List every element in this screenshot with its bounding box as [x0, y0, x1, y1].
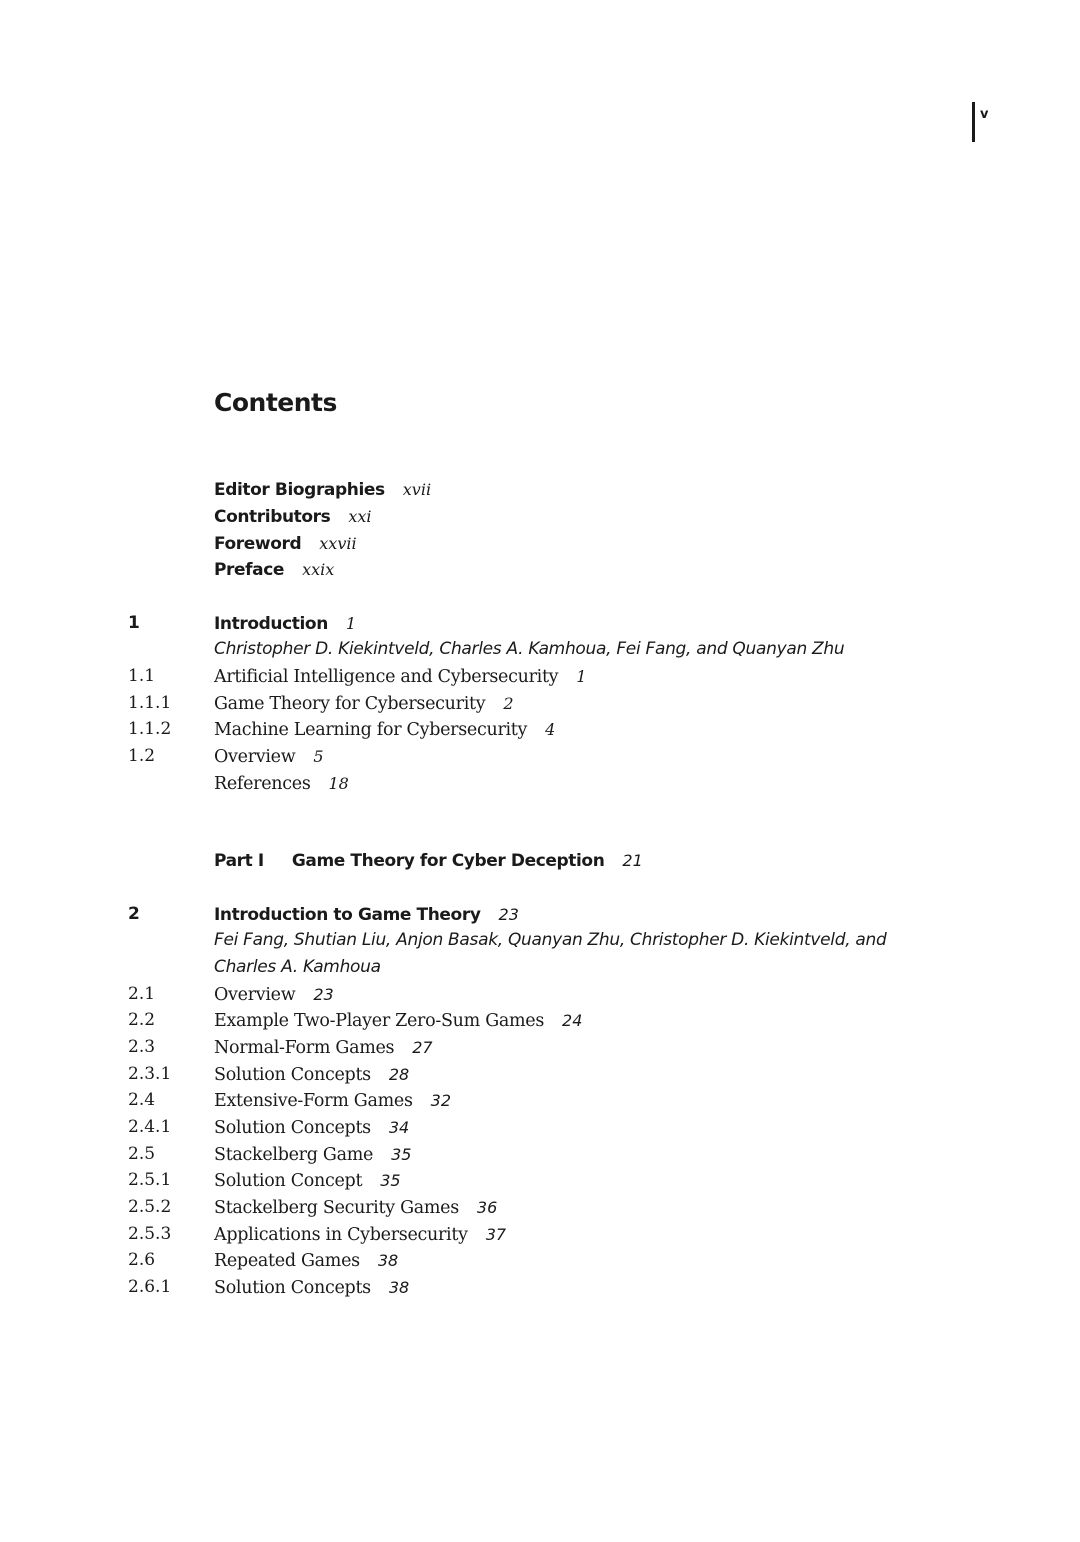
section-title: Machine Learning for Cybersecurity [214, 720, 528, 740]
toc-section[interactable] [0, 1007, 1080, 1034]
toc-entry-label: Contributors [214, 507, 331, 527]
chapter-2-authors-line-1 [0, 927, 1080, 954]
toc-entry-page: 23 [498, 905, 519, 924]
toc-chapter-2[interactable] [0, 901, 1080, 928]
toc-section[interactable] [0, 1247, 1080, 1274]
section-title: Stackelberg Game [214, 1145, 374, 1165]
page-marker-bar [972, 102, 975, 142]
toc-entry-editor-biographies[interactable] [0, 476, 1080, 503]
toc-section[interactable] [0, 1087, 1080, 1114]
toc-entry-page: 38 [377, 1251, 399, 1270]
section-number: 2.1 [128, 984, 156, 1004]
section-number: 2.4.1 [128, 1117, 172, 1137]
section-number: 2.2 [128, 1010, 156, 1030]
page-title: Contents [214, 388, 337, 417]
toc-entry-page: 36 [476, 1198, 498, 1217]
toc-entry-page: 27 [412, 1038, 433, 1057]
section-title: Solution Concepts [214, 1278, 371, 1298]
toc-section[interactable] [0, 1141, 1080, 1168]
toc-entry-contributors[interactable] [0, 503, 1080, 530]
toc-entry-page: xvii [402, 480, 432, 499]
section-title: Applications in Cybersecurity [214, 1225, 468, 1245]
toc-entry-page: 2 [503, 694, 514, 713]
toc-section[interactable] [0, 663, 1080, 690]
toc-entry-page: xxvii [319, 534, 357, 553]
toc-part-1[interactable] [0, 847, 1080, 874]
toc-section[interactable] [0, 1194, 1080, 1221]
section-title: References [214, 774, 311, 794]
toc-section[interactable] [0, 1034, 1080, 1061]
chapter-authors: Charles A. Kamhoua [214, 957, 381, 977]
section-title: Artificial Intelligence and Cybersecurity [214, 667, 559, 687]
toc-entry-page: 32 [430, 1091, 451, 1110]
section-number: 1.1 [128, 666, 156, 686]
section-number: 2.4 [128, 1090, 156, 1110]
section-title: Game Theory for Cybersecurity [214, 694, 486, 714]
chapter-number: 2 [128, 904, 140, 924]
chapter-title: Introduction to Game Theory [214, 905, 481, 925]
chapter-number: 1 [128, 613, 140, 633]
chapter-title: Introduction [214, 614, 328, 634]
section-number: 1.2 [128, 746, 156, 766]
section-number: 2.3.1 [128, 1064, 172, 1084]
section-number: 2.5.2 [128, 1197, 172, 1217]
chapter-2-authors-line-2 [0, 954, 1080, 981]
chapter-1-authors [0, 636, 1080, 663]
toc-entry-page: 1 [576, 667, 587, 686]
toc-entry-page: 37 [485, 1225, 507, 1244]
toc-chapter-1[interactable] [0, 610, 1080, 637]
section-title: Example Two-Player Zero-Sum Games [214, 1011, 545, 1031]
section-number: 2.3 [128, 1037, 156, 1057]
toc-entry-page: 38 [388, 1278, 410, 1297]
section-number: 2.5.1 [128, 1170, 172, 1190]
toc-entry-page: 23 [313, 985, 334, 1004]
section-title: Repeated Games [214, 1251, 360, 1271]
toc-section[interactable] [0, 1274, 1080, 1301]
toc-entry-page: 4 [545, 720, 556, 739]
section-number: 1.1.1 [128, 693, 172, 713]
section-number: 2.6 [128, 1250, 156, 1270]
toc-section[interactable] [0, 1114, 1080, 1141]
toc-section[interactable] [0, 1221, 1080, 1248]
toc-entry-label: Foreword [214, 534, 302, 554]
toc-entry-page: 24 [562, 1011, 583, 1030]
toc-section[interactable] [0, 981, 1080, 1008]
part-label: Part I [214, 851, 264, 871]
toc-entry-foreword[interactable] [0, 530, 1080, 557]
toc-entry-label: Preface [214, 560, 285, 580]
toc-entry-page: 1 [345, 614, 357, 633]
section-number: 1.1.2 [128, 719, 172, 739]
toc-entry-page: 35 [380, 1171, 401, 1190]
toc-section[interactable] [0, 1167, 1080, 1194]
section-title: Solution Concepts [214, 1065, 371, 1085]
toc-section[interactable] [0, 690, 1080, 717]
toc-entry-page: 18 [328, 774, 349, 793]
toc-entry-label: Editor Biographies [214, 480, 385, 500]
toc-entry-preface[interactable] [0, 556, 1080, 583]
section-title: Stackelberg Security Games [214, 1198, 459, 1218]
toc-section[interactable] [0, 716, 1080, 743]
toc-section[interactable] [0, 743, 1080, 770]
section-title: Overview [214, 985, 296, 1005]
part-title: Game Theory for Cyber Deception [291, 851, 605, 871]
section-number: 2.6.1 [128, 1277, 172, 1297]
toc-entry-page: xxi [348, 507, 372, 526]
section-title: Extensive-Form Games [214, 1091, 413, 1111]
chapter-authors: Fei Fang, Shutian Liu, Anjon Basak, Quanyan Zhu, Christopher D. Kiekintveld, and [214, 930, 887, 950]
section-title: Normal-Form Games [214, 1038, 395, 1058]
section-title: Solution Concept [214, 1171, 363, 1191]
toc-entry-page: xxix [302, 560, 335, 579]
toc-entry-page: 28 [388, 1065, 410, 1084]
toc-section-references[interactable] [0, 770, 1080, 797]
chapter-authors: Christopher D. Kiekintveld, Charles A. Kamhoua, Fei Fang, and Quanyan Zhu [214, 639, 845, 659]
toc-entry-page: 35 [391, 1145, 412, 1164]
toc-entry-page: 21 [622, 851, 643, 870]
toc-entry-page: 5 [313, 747, 324, 766]
toc-section[interactable] [0, 1061, 1080, 1088]
section-number: 2.5.3 [128, 1224, 172, 1244]
page-number: v [980, 107, 989, 122]
toc-entry-page: 34 [388, 1118, 410, 1137]
section-title: Overview [214, 747, 296, 767]
section-number: 2.5 [128, 1144, 156, 1164]
section-title: Solution Concepts [214, 1118, 371, 1138]
